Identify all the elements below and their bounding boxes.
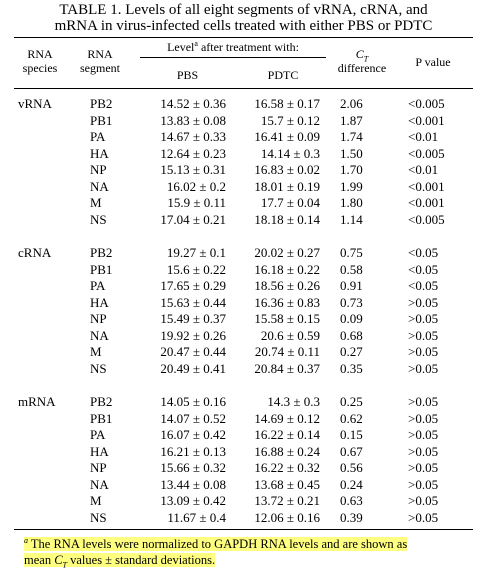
pdtc-level-cell: 13.68 ± 0.45	[254, 477, 320, 492]
header-rule	[14, 88, 473, 89]
segment-cell: PB1	[90, 262, 113, 277]
p-value-cell: <0.001	[408, 113, 445, 128]
pdtc-level-cell: 16.58 ± 0.17	[254, 96, 320, 111]
p-value-cell: >0.05	[408, 295, 439, 310]
segment-cell: HA	[90, 295, 109, 310]
pdtc-level-cell: 16.83 ± 0.02	[254, 162, 320, 177]
header-rna-segment	[72, 47, 128, 75]
p-value-cell: >0.05	[408, 427, 439, 442]
pdtc-level-cell: 16.18 ± 0.22	[254, 262, 320, 277]
p-value-cell: <0.001	[408, 195, 445, 210]
pbs-level-cell: 13.09 ± 0.42	[160, 493, 226, 508]
pbs-level-cell: 16.07 ± 0.42	[160, 427, 226, 442]
segment-cell: PB2	[90, 245, 113, 260]
ct-difference-cell: 0.15	[340, 427, 363, 442]
header-ct	[332, 47, 392, 64]
species-label: mRNA	[18, 394, 56, 409]
ct-difference-cell: 0.75	[340, 245, 363, 260]
pbs-level-cell: 16.02 ± 0.2	[166, 179, 226, 194]
pbs-level-cell: 14.67 ± 0.33	[160, 129, 226, 144]
pbs-level-cell: 16.21 ± 0.13	[160, 444, 226, 459]
header-ct-difference	[332, 47, 392, 75]
table-title	[0, 2, 487, 34]
pbs-level-cell: 14.52 ± 0.36	[160, 96, 226, 111]
pbs-level-cell: 13.44 ± 0.08	[160, 477, 226, 492]
ct-difference-cell: 0.56	[340, 460, 363, 475]
level-underline	[140, 57, 326, 58]
segment-cell: M	[90, 493, 102, 508]
p-value-cell: >0.05	[408, 493, 439, 508]
ct-difference-cell: 1.50	[340, 146, 363, 161]
p-value-cell: >0.05	[408, 328, 439, 343]
pbs-level-cell: 19.92 ± 0.26	[160, 328, 226, 343]
table-title-line-1: TABLE 1. Levels of all eight segments of vRNA, cRNA, and	[59, 2, 428, 18]
ct-difference-cell: 0.25	[340, 394, 363, 409]
pdtc-level-cell: 16.41 ± 0.09	[254, 129, 320, 144]
pdtc-level-cell: 20.74 ± 0.11	[254, 344, 320, 359]
ct-difference-cell: 1.14	[340, 212, 363, 227]
header-ct-base: C	[355, 47, 364, 61]
ct-difference-cell: 0.35	[340, 361, 363, 376]
pdtc-level-cell: 12.06 ± 0.16	[254, 510, 320, 525]
pbs-level-cell: 14.05 ± 0.16	[160, 394, 226, 409]
ct-difference-cell: 1.99	[340, 179, 363, 194]
header-segment-line-2: segment	[80, 61, 120, 75]
pbs-level-cell: 14.07 ± 0.52	[160, 411, 226, 426]
pbs-level-cell: 15.9 ± 0.11	[167, 195, 226, 210]
pbs-level-cell: 20.47 ± 0.44	[160, 344, 226, 359]
species-label: vRNA	[18, 96, 52, 111]
p-value-cell: >0.05	[408, 411, 439, 426]
pdtc-level-cell: 14.69 ± 0.12	[254, 411, 320, 426]
ct-difference-cell: 0.27	[340, 344, 363, 359]
pdtc-level-cell: 17.7 ± 0.04	[260, 195, 320, 210]
header-level-text: Level	[167, 40, 195, 54]
species-label: cRNA	[18, 245, 52, 260]
pdtc-level-cell: 14.14 ± 0.3	[260, 146, 320, 161]
header-pdtc: PDTC	[267, 68, 299, 82]
segment-cell: PB1	[90, 411, 113, 426]
footnote-text-2a: mean	[24, 553, 55, 567]
segment-cell: NP	[90, 460, 107, 475]
footnote-text-1: The RNA levels were normalized to GAPDH RNA levels and are shown as	[28, 537, 408, 551]
pbs-level-cell: 20.49 ± 0.41	[160, 361, 226, 376]
pbs-level-cell: 17.65 ± 0.29	[160, 278, 226, 293]
header-p-value: P value	[415, 55, 451, 69]
segment-cell: NS	[90, 361, 107, 376]
pdtc-level-cell: 14.3 ± 0.3	[267, 394, 320, 409]
p-value-cell: >0.05	[408, 361, 439, 376]
pbs-level-cell: 15.6 ± 0.22	[166, 262, 226, 277]
ct-difference-cell: 1.74	[340, 129, 363, 144]
pbs-level-cell: 15.49 ± 0.37	[160, 311, 226, 326]
header-level-group	[140, 40, 326, 54]
table-footnote	[24, 536, 464, 568]
pdtc-level-cell: 20.6 ± 0.59	[260, 328, 320, 343]
pdtc-level-cell: 16.88 ± 0.24	[254, 444, 320, 459]
bottom-rule	[14, 529, 473, 530]
segment-cell: HA	[90, 444, 109, 459]
p-value-cell: <0.005	[408, 212, 445, 227]
segment-cell: M	[90, 344, 102, 359]
footnote-ct-base: C	[54, 553, 63, 567]
p-value-cell: >0.05	[408, 311, 439, 326]
pbs-level-cell: 15.66 ± 0.32	[160, 460, 226, 475]
pdtc-level-cell: 20.02 ± 0.27	[254, 245, 320, 260]
pbs-level-cell: 15.63 ± 0.44	[160, 295, 226, 310]
ct-difference-cell: 1.87	[340, 113, 363, 128]
ct-difference-cell: 0.68	[340, 328, 363, 343]
ct-difference-cell: 0.39	[340, 510, 363, 525]
pdtc-level-cell: 16.22 ± 0.14	[254, 427, 320, 442]
p-value-cell: <0.01	[408, 162, 439, 177]
segment-cell: PB1	[90, 113, 113, 128]
header-rna-species	[16, 47, 64, 75]
segment-cell: PB2	[90, 96, 113, 111]
segment-cell: NP	[90, 311, 107, 326]
ct-difference-cell: 1.80	[340, 195, 363, 210]
ct-difference-cell: 1.70	[340, 162, 363, 177]
p-value-cell: <0.05	[408, 262, 439, 277]
p-value-cell: <0.005	[408, 146, 445, 161]
segment-cell: PA	[90, 427, 106, 442]
p-value-cell: >0.05	[408, 394, 439, 409]
segment-cell: NA	[90, 328, 109, 343]
pbs-level-cell: 19.27 ± 0.1	[166, 245, 226, 260]
footnote-line-2	[24, 552, 464, 568]
pbs-level-cell: 13.83 ± 0.08	[160, 113, 226, 128]
footnote-marker: a	[24, 535, 28, 545]
header-ct-diff: difference	[337, 61, 387, 75]
segment-cell: NP	[90, 162, 107, 177]
p-value-cell: >0.05	[408, 444, 439, 459]
footnote-text-2b: values ± standard deviations.	[67, 553, 216, 567]
pbs-level-cell: 17.04 ± 0.21	[160, 212, 226, 227]
p-value-cell: <0.01	[408, 129, 439, 144]
segment-cell: PA	[90, 278, 106, 293]
header-ct-sub: T	[363, 54, 369, 64]
segment-cell: NS	[90, 212, 107, 227]
segment-cell: M	[90, 195, 102, 210]
ct-difference-cell: 0.63	[340, 493, 363, 508]
pbs-level-cell: 12.64 ± 0.23	[160, 146, 226, 161]
ct-difference-cell: 0.67	[340, 444, 363, 459]
p-value-cell: <0.005	[408, 96, 445, 111]
segment-cell: NA	[90, 477, 109, 492]
pdtc-level-cell: 18.56 ± 0.26	[254, 278, 320, 293]
ct-difference-cell: 0.62	[340, 411, 363, 426]
footnote-line-1	[24, 536, 464, 552]
segment-cell: NS	[90, 510, 107, 525]
ct-difference-cell: 0.09	[340, 311, 363, 326]
pdtc-level-cell: 16.36 ± 0.83	[254, 295, 320, 310]
footnote-ct-sub: T	[62, 560, 67, 570]
pbs-level-cell: 11.67 ± 0.4	[167, 510, 226, 525]
header-pbs: PBS	[176, 68, 199, 82]
ct-difference-cell: 0.58	[340, 262, 363, 277]
p-value-cell: >0.05	[408, 460, 439, 475]
pdtc-level-cell: 18.18 ± 0.14	[254, 212, 320, 227]
segment-cell: NA	[90, 179, 109, 194]
pdtc-level-cell: 15.58 ± 0.15	[254, 311, 320, 326]
segment-cell: HA	[90, 146, 109, 161]
p-value-cell: >0.05	[408, 344, 439, 359]
ct-difference-cell: 2.06	[340, 96, 363, 111]
header-level-footnote-mark: a	[194, 39, 198, 48]
header-species-line-2: species	[22, 61, 58, 75]
pdtc-level-cell: 20.84 ± 0.37	[254, 361, 320, 376]
segment-cell: PB2	[90, 394, 113, 409]
ct-difference-cell: 0.91	[340, 278, 363, 293]
pbs-level-cell: 15.13 ± 0.31	[160, 162, 226, 177]
table-title-line-2: mRNA in virus-infected cells treated with either PBS or PDTC	[54, 18, 433, 34]
ct-difference-cell: 0.24	[340, 477, 363, 492]
header-level-tail: after treatment with:	[197, 40, 299, 54]
pdtc-level-cell: 16.22 ± 0.32	[254, 460, 320, 475]
pdtc-level-cell: 13.72 ± 0.21	[254, 493, 320, 508]
ct-difference-cell: 0.73	[340, 295, 363, 310]
p-value-cell: <0.05	[408, 245, 439, 260]
header-segment-line-1: RNA	[87, 47, 113, 61]
p-value-cell: <0.001	[408, 179, 445, 194]
pdtc-level-cell: 18.01 ± 0.19	[254, 179, 320, 194]
header-species-line-1: RNA	[27, 47, 53, 61]
p-value-cell: <0.05	[408, 278, 439, 293]
p-value-cell: >0.05	[408, 477, 439, 492]
segment-cell: PA	[90, 129, 106, 144]
pdtc-level-cell: 15.7 ± 0.12	[260, 113, 320, 128]
top-rule	[14, 37, 473, 38]
p-value-cell: >0.05	[408, 510, 439, 525]
